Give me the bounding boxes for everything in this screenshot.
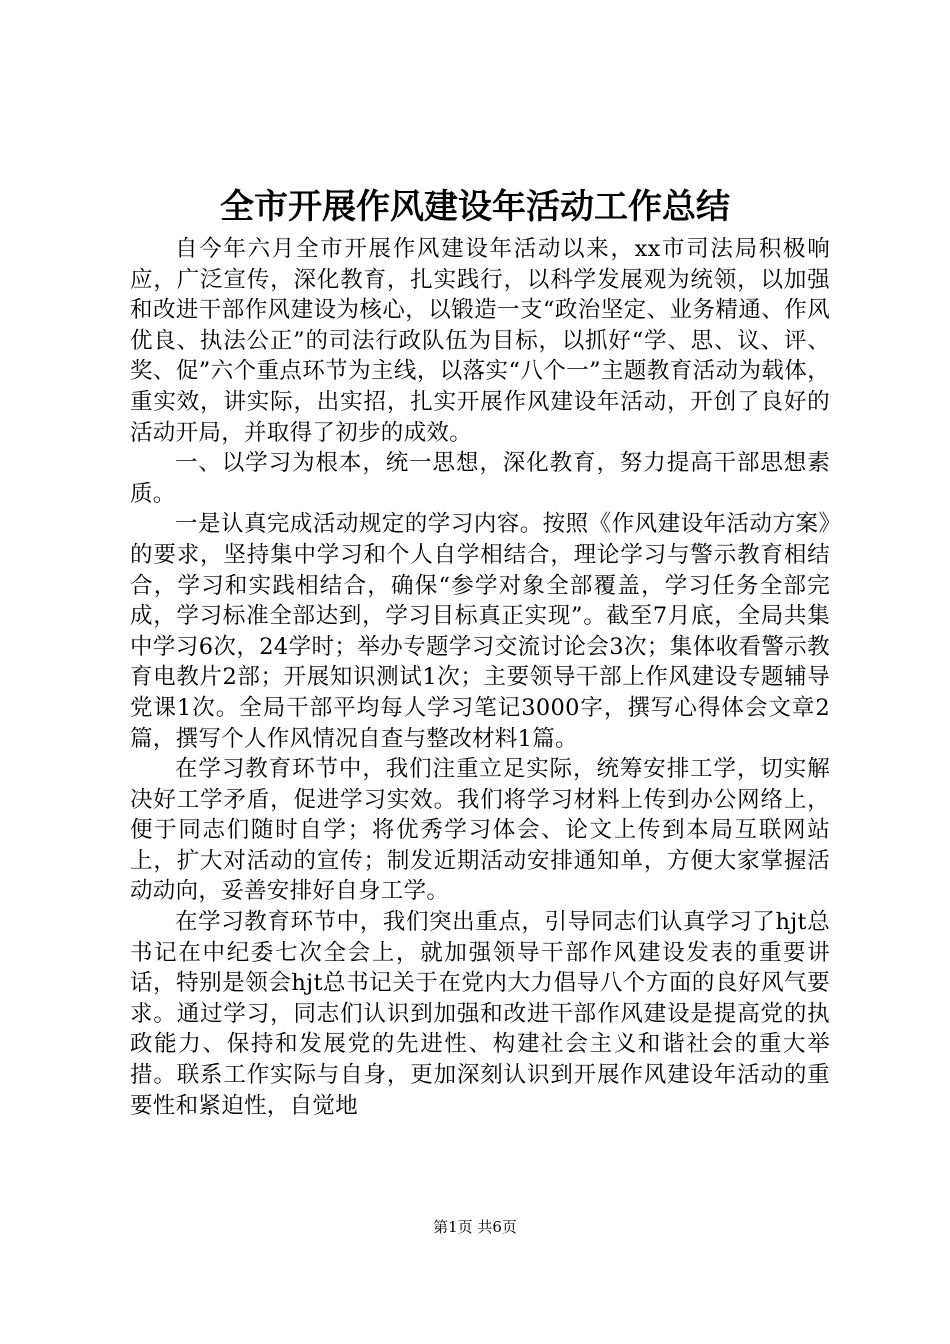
- paragraph-study-content: 一是认真完成活动规定的学习内容。按照《作风建设年活动方案》的要求，坚持集中学习和个人自学相结合，理论学习与警示教育相结合，学习和实践相结合，确保“参学对象全部覆盖，学习任务全部完成，学习标准全部达到，学习目标真正实现”。截至7月底，全局共集中学习6次，24学时；举办专题学习交流讨论会3次；集体收看警示教育电教片2部；开展知识测试1次；主要领导干部上作风建设专题辅导党课1次。全局干部平均每人学习笔记3000字，撰写心得体会文章2篇，撰写个人作风情况自查与整改材料1篇。: [130, 511, 830, 752]
- document-body: [130, 234, 830, 1121]
- page-footer: 第1页 共6页: [433, 1218, 517, 1236]
- paragraph-intro: 自今年六月全市开展作风建设年活动以来，xx市司法局积极响应，广泛宣传，深化教育，扎实践行，以科学发展观为统领，以加强和改进干部作风建设为核心，以锻造一支“政治坚定、业务精通、作风优良、执法公正”的司法行政队伍为目标，以抓好“学、思、议、评、奖、促”六个重点环节为主线，以落实“八个一”主题教育活动为载体，重实效，讲实际，出实招，扎实开展作风建设年活动，开创了良好的活动开局，并取得了初步的成效。: [130, 236, 830, 446]
- paragraph-section-heading: 一、以学习为根本，统一思想，深化教育，努力提高干部思想素质。: [130, 450, 830, 507]
- paragraph-study-focus: 在学习教育环节中，我们突出重点，引导同志们认真学习了hjt总书记在中纪委七次全会上，就加强领导干部作风建设发表的重要讲话，特别是领会hjt总书记关于在党内大力倡导八个方面的良好风气要求。通过学习，同志们认识到加强和改进干部作风建设是提高党的执政能力、保持和发展党的先进性、构建社会主义和谐社会的重大举措。联系工作实际与自身，更加深刻认识到开展作风建设年活动的重要性和紧迫性，自觉地: [130, 909, 830, 1119]
- paragraph-study-arrangement: 在学习教育环节中，我们注重立足实际，统筹安排工学，切实解决好工学矛盾，促进学习实效。我们将学习材料上传到办公网络上，便于同志们随时自学；将优秀学习体会、论文上传到本局互联网站上，扩大对活动的宣传；制发近期活动安排通知单，方便大家掌握活动动向，妥善安排好自身工学。: [130, 756, 830, 905]
- document-title: 全市开展作风建设年活动工作总结: [220, 187, 730, 227]
